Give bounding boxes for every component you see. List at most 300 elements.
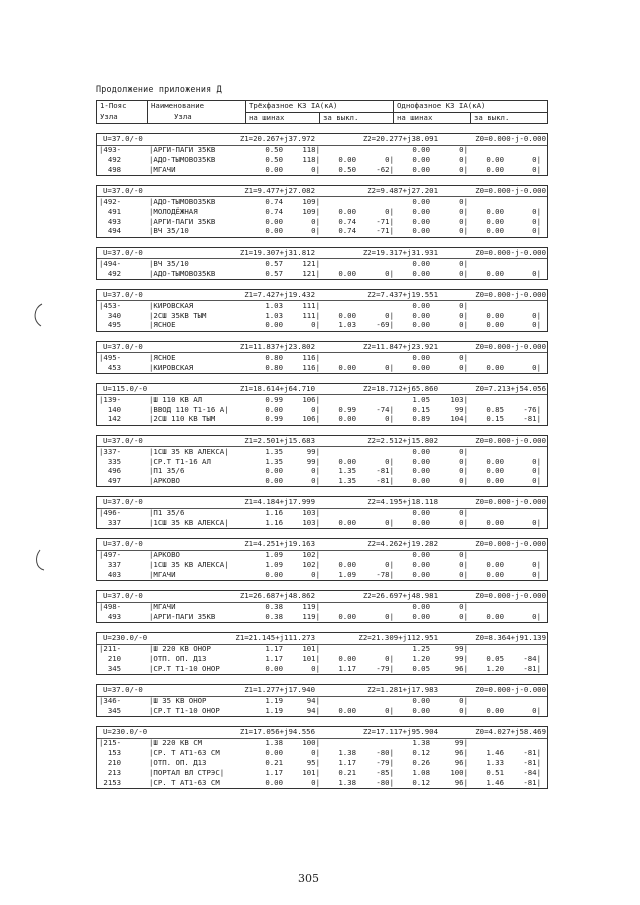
node-name: |АРКОВО	[149, 476, 180, 486]
z2-impedance: Z2=4.195+j18.118	[367, 497, 438, 507]
ia-1ph-switch: 0.00	[486, 612, 504, 622]
angle-1ph-buses: 0|	[459, 476, 468, 486]
ia-1ph-buses: 0.00	[412, 560, 430, 570]
ia-3ph-buses: 1.17	[265, 644, 283, 654]
angle-3ph-switch: 0|	[385, 310, 394, 320]
node-id: 213	[99, 767, 122, 777]
node-id: |492-	[99, 197, 122, 207]
ia-1ph-switch: 0.00	[486, 560, 504, 570]
ia-1ph-buses: 0.26	[412, 758, 430, 768]
fault-current-table	[96, 100, 548, 789]
z1-impedance: Z1=7.427+j19.432	[244, 289, 315, 299]
ia-3ph-buses: 0.00	[265, 216, 283, 226]
header-behind-switch-2: за выкл.	[471, 112, 548, 123]
ia-1ph-switch: 0.00	[486, 310, 504, 320]
voltage: U=37.0/-0	[103, 134, 143, 143]
ia-1ph-switch: 0.00	[486, 226, 504, 236]
ia-3ph-buses: 0.00	[265, 664, 283, 674]
node-name: |СР.Т Т1-10 ОНОР	[149, 664, 220, 674]
node-block	[96, 289, 548, 332]
block-header	[97, 685, 547, 697]
node-block	[96, 341, 548, 374]
node-id: 403	[99, 570, 122, 580]
node-id: |139-	[99, 394, 122, 404]
ia-1ph-switch: 0.00	[486, 268, 504, 278]
ia-3ph-buses: 0.21	[265, 758, 283, 768]
node-id: 497	[99, 476, 122, 486]
z2-impedance: Z2=11.847+j23.921	[362, 341, 438, 351]
node-id: |215-	[99, 738, 122, 748]
node-id: |493-	[99, 145, 122, 155]
voltage: U=37.0/-0	[103, 247, 143, 257]
ia-3ph-buses: 0.38	[265, 602, 283, 612]
z0-impedance: Z0=8.364+j91.139	[475, 633, 546, 643]
table-row	[97, 778, 547, 788]
angle-1ph-switch: 0|	[532, 216, 541, 226]
angle-3ph-buses: 99|	[306, 456, 320, 466]
ia-3ph-switch: 1.38	[338, 748, 356, 758]
angle-1ph-switch: -81|	[523, 414, 541, 424]
z1-impedance: Z1=9.477+j27.082	[244, 185, 315, 195]
table-row	[97, 259, 547, 269]
ia-3ph-buses: 0.50	[265, 145, 283, 155]
angle-3ph-switch: -69|	[376, 320, 394, 330]
ia-1ph-buses: 0.00	[412, 476, 430, 486]
ia-3ph-buses: 0.38	[265, 612, 283, 622]
ia-3ph-switch: 0.00	[338, 456, 356, 466]
ia-1ph-buses: 0.00	[412, 706, 430, 716]
table-row	[97, 519, 547, 529]
ia-3ph-switch: 0.00	[338, 154, 356, 164]
margin-mark-2	[32, 548, 46, 574]
angle-1ph-switch: 0|	[532, 268, 541, 278]
angle-1ph-buses: 0|	[459, 352, 468, 362]
table-row	[97, 217, 547, 227]
angle-1ph-buses: 0|	[459, 154, 468, 164]
angle-3ph-switch: -80|	[376, 777, 394, 787]
angle-3ph-buses: 102|	[302, 550, 320, 560]
ia-3ph-buses: 1.35	[265, 446, 283, 456]
ia-3ph-switch: 0.00	[338, 518, 356, 528]
ia-3ph-buses: 0.00	[265, 320, 283, 330]
node-id: 493	[99, 216, 122, 226]
ia-1ph-buses: 0.00	[412, 154, 430, 164]
angle-3ph-buses: 0|	[311, 748, 320, 758]
ia-1ph-buses: 1.20	[412, 654, 430, 664]
angle-1ph-switch: 0|	[532, 164, 541, 174]
table-row	[97, 155, 547, 165]
ia-1ph-buses: 0.00	[412, 145, 430, 155]
node-id: 345	[99, 664, 122, 674]
node-block	[96, 684, 548, 717]
node-name: |2СШ 110 КВ ТЫМ	[149, 414, 216, 424]
ia-3ph-switch: 1.17	[338, 664, 356, 674]
ia-1ph-buses: 0.00	[412, 226, 430, 236]
angle-3ph-buses: 118|	[302, 154, 320, 164]
node-id: 140	[99, 404, 122, 414]
ia-1ph-buses: 0.00	[412, 508, 430, 518]
angle-1ph-switch: -81|	[523, 664, 541, 674]
angle-3ph-switch: -81|	[376, 476, 394, 486]
z1-impedance: Z1=17.056+j94.556	[239, 727, 315, 737]
ia-1ph-buses: 0.00	[412, 456, 430, 466]
angle-3ph-buses: 0|	[311, 404, 320, 414]
ia-1ph-buses: 1.38	[412, 738, 430, 748]
ia-3ph-buses: 1.19	[265, 696, 283, 706]
ia-3ph-buses: 0.57	[265, 268, 283, 278]
node-name: |ОТП. ОП. Д13	[149, 758, 207, 768]
ia-3ph-buses: 1.17	[265, 654, 283, 664]
ia-1ph-buses: 0.00	[412, 518, 430, 528]
table-row	[97, 613, 547, 623]
angle-3ph-buses: 116|	[302, 352, 320, 362]
z0-impedance: Z0=0.000-j-0.000	[475, 591, 546, 601]
ia-1ph-switch: 0.00	[486, 154, 504, 164]
node-name: |Ш 110 КВ АЛ	[149, 394, 203, 404]
z2-impedance: Z2=26.697+j48.981	[362, 591, 438, 601]
ia-3ph-switch: 0.99	[338, 404, 356, 414]
angle-3ph-buses: 95|	[306, 758, 320, 768]
ia-1ph-buses: 1.05	[412, 394, 430, 404]
table-row	[97, 476, 547, 486]
table-row	[97, 363, 547, 373]
node-name: |АРГИ-ПАГИ 35КВ	[149, 612, 216, 622]
voltage: U=37.0/-0	[103, 591, 143, 601]
header-behind-switch: за выкл.	[320, 112, 394, 123]
header-col1-line1: 1-Пояс	[96, 101, 148, 112]
block-header	[97, 134, 547, 146]
angle-3ph-buses: 94|	[306, 706, 320, 716]
node-id: |498-	[99, 602, 122, 612]
node-name: |1СШ 35 КВ АЛЕКСА|	[149, 518, 229, 528]
node-name: |МГАЧИ	[149, 164, 176, 174]
table-row	[97, 739, 547, 749]
node-id: |497-	[99, 550, 122, 560]
angle-3ph-buses: 101|	[302, 767, 320, 777]
node-id: |211-	[99, 644, 122, 654]
voltage: U=37.0/-0	[103, 289, 143, 299]
angle-3ph-buses: 103|	[302, 518, 320, 528]
ia-1ph-switch: 1.46	[486, 748, 504, 758]
table-body	[96, 133, 548, 789]
ia-1ph-buses: 0.12	[412, 777, 430, 787]
table-row	[97, 467, 547, 477]
angle-3ph-buses: 0|	[311, 164, 320, 174]
node-name: |АДО-ТЫМОВО35КВ	[149, 268, 216, 278]
ia-1ph-buses: 0.00	[412, 696, 430, 706]
angle-1ph-switch: 0|	[532, 706, 541, 716]
table-row	[97, 197, 547, 207]
angle-3ph-switch: -85|	[376, 767, 394, 777]
node-id: 210	[99, 654, 122, 664]
ia-3ph-switch: 0.74	[338, 216, 356, 226]
ia-1ph-buses: 0.00	[412, 362, 430, 372]
node-name: |СР.Т Т1-10 ОНОР	[149, 706, 220, 716]
block-header	[97, 342, 547, 354]
voltage: U=37.0/-0	[103, 497, 143, 507]
header-three-phase: Трёхфазное КЗ IA(кА)	[246, 101, 394, 112]
node-name: |МГАЧИ	[149, 602, 176, 612]
z2-impedance: Z2=18.712+j65.860	[362, 383, 438, 393]
z0-impedance: Z0=0.000-j-0.000	[475, 497, 546, 507]
z0-impedance: Z0=0.000-j-0.000	[475, 247, 546, 257]
angle-1ph-switch: 0|	[532, 612, 541, 622]
page-number: 305	[298, 872, 319, 885]
ia-3ph-switch: 0.21	[338, 767, 356, 777]
ia-3ph-buses: 1.16	[265, 508, 283, 518]
z2-impedance: Z2=7.437+j19.551	[367, 289, 438, 299]
node-name: |П1 35/6	[149, 508, 185, 518]
node-id: |346-	[99, 696, 122, 706]
ia-1ph-buses: 0.00	[412, 550, 430, 560]
block-header	[97, 248, 547, 260]
node-id: 496	[99, 466, 122, 476]
node-id: 495	[99, 320, 122, 330]
ia-3ph-buses: 0.00	[265, 466, 283, 476]
z0-impedance: Z0=0.000-j-0.000	[475, 289, 546, 299]
angle-1ph-buses: 103|	[450, 394, 468, 404]
angle-3ph-buses: 109|	[302, 197, 320, 207]
node-id: 494	[99, 226, 122, 236]
angle-1ph-buses: 0|	[459, 164, 468, 174]
ia-1ph-switch: 0.00	[486, 206, 504, 216]
angle-1ph-buses: 0|	[459, 258, 468, 268]
angle-1ph-buses: 0|	[459, 560, 468, 570]
ia-1ph-switch: 0.00	[486, 362, 504, 372]
angle-3ph-buses: 0|	[311, 664, 320, 674]
ia-1ph-switch: 0.15	[486, 414, 504, 424]
angle-3ph-buses: 102|	[302, 560, 320, 570]
angle-1ph-buses: 0|	[459, 570, 468, 580]
table-row	[97, 655, 547, 665]
angle-3ph-buses: 101|	[302, 654, 320, 664]
z0-impedance: Z0=4.027+j58.469	[475, 727, 546, 737]
ia-3ph-buses: 1.17	[265, 767, 283, 777]
angle-3ph-buses: 99|	[306, 446, 320, 456]
ia-3ph-switch: 0.00	[338, 706, 356, 716]
ia-3ph-switch: 1.17	[338, 758, 356, 768]
angle-1ph-buses: 0|	[459, 320, 468, 330]
angle-3ph-buses: 0|	[311, 570, 320, 580]
voltage: U=37.0/-0	[103, 435, 143, 445]
angle-3ph-buses: 0|	[311, 226, 320, 236]
z0-impedance: Z0=0.000-j-0.000	[475, 685, 546, 695]
node-id: 453	[99, 362, 122, 372]
angle-1ph-switch: -81|	[523, 748, 541, 758]
angle-1ph-switch: 0|	[532, 320, 541, 330]
ia-1ph-switch: 0.51	[486, 767, 504, 777]
z2-impedance: Z2=9.487+j27.201	[367, 185, 438, 195]
node-id: 335	[99, 456, 122, 466]
node-id: |453-	[99, 300, 122, 310]
ia-1ph-switch: 1.46	[486, 777, 504, 787]
node-name: |ВВОД 110 Т1-16 А|	[149, 404, 229, 414]
ia-3ph-switch: 1.03	[338, 320, 356, 330]
angle-1ph-buses: 0|	[459, 446, 468, 456]
table-row	[97, 664, 547, 674]
ia-3ph-switch: 0.00	[338, 206, 356, 216]
table-row	[97, 570, 547, 580]
ia-1ph-buses: 0.00	[412, 602, 430, 612]
table-row	[97, 447, 547, 457]
ia-1ph-buses: 1.08	[412, 767, 430, 777]
ia-3ph-buses: 0.00	[265, 777, 283, 787]
ia-1ph-buses: 0.00	[412, 466, 430, 476]
node-id: |494-	[99, 258, 122, 268]
ia-3ph-buses: 1.03	[265, 310, 283, 320]
table-row	[97, 146, 547, 156]
angle-1ph-buses: 0|	[459, 216, 468, 226]
z2-impedance: Z2=1.281+j17.983	[367, 685, 438, 695]
angle-3ph-buses: 103|	[302, 508, 320, 518]
table-row	[97, 603, 547, 613]
angle-1ph-buses: 0|	[459, 145, 468, 155]
angle-3ph-switch: -71|	[376, 226, 394, 236]
ia-1ph-switch: 0.00	[486, 216, 504, 226]
z2-impedance: Z2=4.262+j19.282	[367, 539, 438, 549]
table-row	[97, 227, 547, 237]
table-row	[97, 207, 547, 217]
ia-1ph-switch: 0.00	[486, 466, 504, 476]
node-block	[96, 383, 548, 426]
angle-1ph-switch: 0|	[532, 560, 541, 570]
node-name: |1СШ 35 КВ АЛЕКСА|	[149, 560, 229, 570]
angle-1ph-switch: 0|	[532, 518, 541, 528]
angle-1ph-switch: 0|	[532, 226, 541, 236]
node-block	[96, 247, 548, 280]
node-name: |МГАЧИ	[149, 570, 176, 580]
angle-3ph-buses: 111|	[302, 310, 320, 320]
ia-3ph-buses: 1.03	[265, 300, 283, 310]
angle-3ph-buses: 121|	[302, 258, 320, 268]
ia-3ph-buses: 0.00	[265, 404, 283, 414]
angle-3ph-buses: 109|	[302, 206, 320, 216]
block-header	[97, 384, 547, 396]
ia-3ph-buses: 1.09	[265, 560, 283, 570]
ia-3ph-buses: 0.57	[265, 258, 283, 268]
angle-1ph-buses: 0|	[459, 466, 468, 476]
block-header	[97, 591, 547, 603]
angle-1ph-buses: 96|	[454, 777, 468, 787]
z2-impedance: Z2=20.277+j38.091	[362, 134, 438, 143]
node-name: |П1 35/6	[149, 466, 185, 476]
ia-3ph-switch: 1.35	[338, 476, 356, 486]
angle-3ph-switch: -71|	[376, 216, 394, 226]
ia-1ph-buses: 0.00	[412, 570, 430, 580]
angle-3ph-buses: 101|	[302, 644, 320, 654]
table-row	[97, 645, 547, 655]
node-name: |ЯСНОЕ	[149, 320, 176, 330]
node-id: 493	[99, 612, 122, 622]
ia-1ph-switch: 0.00	[486, 518, 504, 528]
node-name: |1СШ 35 КВ АЛЕКСА|	[149, 446, 229, 456]
node-name: |Ш 220 КВ ОНОР	[149, 644, 211, 654]
z1-impedance: Z1=26.687+j48.862	[239, 591, 315, 601]
angle-3ph-buses: 0|	[311, 466, 320, 476]
angle-3ph-buses: 0|	[311, 216, 320, 226]
node-block	[96, 435, 548, 488]
angle-1ph-buses: 0|	[459, 456, 468, 466]
node-name: |Ш 35 КВ ОНОР	[149, 696, 207, 706]
angle-1ph-switch: 0|	[532, 456, 541, 466]
ia-3ph-buses: 1.09	[265, 550, 283, 560]
ia-3ph-switch: 0.50	[338, 164, 356, 174]
z0-impedance: Z0=0.000-j-0.000	[475, 185, 546, 195]
ia-1ph-buses: 0.00	[412, 206, 430, 216]
node-block	[96, 496, 548, 529]
node-id: |337-	[99, 446, 122, 456]
angle-1ph-buses: 99|	[454, 654, 468, 664]
z1-impedance: Z1=1.277+j17.940	[244, 685, 315, 695]
table-row	[97, 311, 547, 321]
ia-1ph-buses: 0.00	[412, 216, 430, 226]
ia-1ph-buses: 0.89	[412, 414, 430, 424]
angle-1ph-buses: 0|	[459, 268, 468, 278]
angle-1ph-switch: -81|	[523, 777, 541, 787]
ia-3ph-buses: 0.99	[265, 414, 283, 424]
z0-impedance: Z0=0.000-j-0.000	[475, 539, 546, 549]
voltage: U=37.0/-0	[103, 185, 143, 195]
angle-3ph-switch: -79|	[376, 664, 394, 674]
ia-1ph-buses: 0.00	[412, 258, 430, 268]
angle-3ph-switch: 0|	[385, 206, 394, 216]
angle-3ph-buses: 121|	[302, 268, 320, 278]
angle-1ph-buses: 96|	[454, 758, 468, 768]
ia-3ph-buses: 0.74	[265, 206, 283, 216]
block-header	[97, 186, 547, 198]
angle-1ph-switch: 0|	[532, 466, 541, 476]
node-id: 345	[99, 706, 122, 716]
ia-3ph-buses: 0.00	[265, 570, 283, 580]
angle-3ph-buses: 0|	[311, 777, 320, 787]
angle-3ph-switch: 0|	[385, 154, 394, 164]
ia-3ph-switch: 1.35	[338, 466, 356, 476]
ia-1ph-switch: 1.33	[486, 758, 504, 768]
table-row	[97, 321, 547, 331]
angle-1ph-switch: 0|	[532, 362, 541, 372]
ia-1ph-switch: 0.00	[486, 570, 504, 580]
voltage: U=230.0/-0	[103, 633, 148, 643]
table-row	[97, 749, 547, 759]
node-name: |СР. Т АТ1-63 СМ	[149, 777, 220, 787]
ia-3ph-buses: 0.00	[265, 164, 283, 174]
angle-3ph-switch: -80|	[376, 748, 394, 758]
block-header	[97, 633, 547, 645]
angle-1ph-switch: 0|	[532, 310, 541, 320]
node-block	[96, 133, 548, 176]
block-header	[97, 497, 547, 509]
ia-3ph-switch: 1.38	[338, 777, 356, 787]
z2-impedance: Z2=2.512+j15.802	[367, 435, 438, 445]
z0-impedance: Z0=0.000-j-0.000	[475, 435, 546, 445]
z0-impedance: Z0=0.000-j-0.000	[475, 134, 546, 143]
caption: Продолжение приложения Д	[96, 84, 222, 94]
angle-1ph-switch: 0|	[532, 476, 541, 486]
node-name: |ВЧ 35/10	[149, 226, 189, 236]
ia-1ph-buses: 0.00	[412, 320, 430, 330]
angle-1ph-buses: 0|	[459, 508, 468, 518]
ia-1ph-buses: 0.00	[412, 268, 430, 278]
node-id: 337	[99, 560, 122, 570]
table-row	[97, 405, 547, 415]
node-id: 498	[99, 164, 122, 174]
angle-3ph-switch: -62|	[376, 164, 394, 174]
angle-1ph-buses: 0|	[459, 362, 468, 372]
angle-1ph-buses: 0|	[459, 518, 468, 528]
angle-1ph-buses: 0|	[459, 310, 468, 320]
ia-1ph-switch: 0.00	[486, 456, 504, 466]
ia-3ph-buses: 0.00	[265, 748, 283, 758]
